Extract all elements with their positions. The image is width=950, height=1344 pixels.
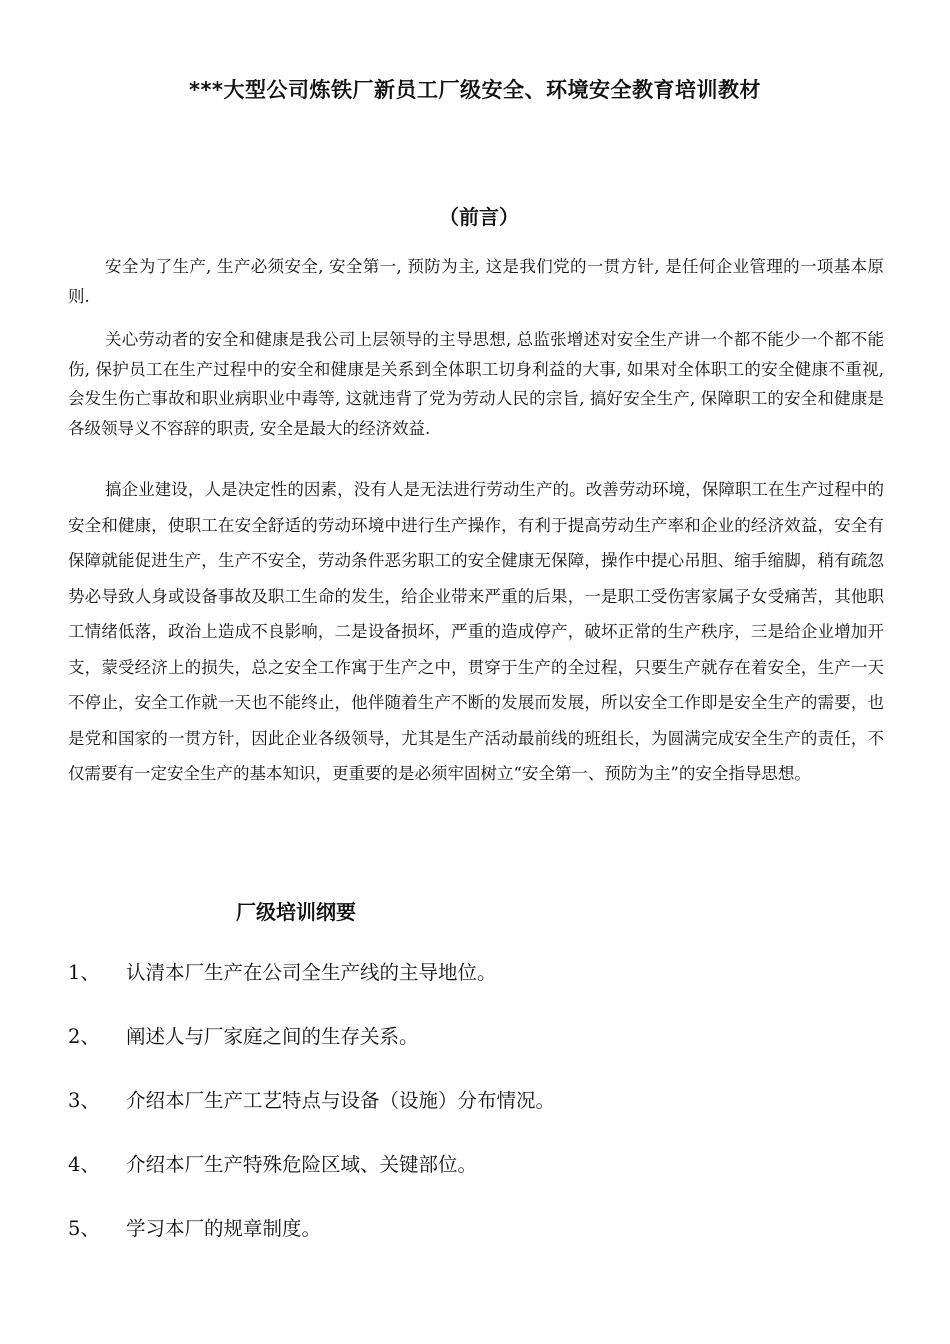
list-item bbox=[68, 1147, 888, 1211]
list-item bbox=[68, 1019, 888, 1083]
preface-heading: （前言） bbox=[439, 205, 519, 229]
list-item-number: 1、 bbox=[68, 961, 100, 984]
list-item-text: 介绍本厂生产特殊危险区域、关键部位。 bbox=[126, 1153, 478, 1176]
list-item-number: 5、 bbox=[68, 1217, 100, 1240]
list-item-text: 阐述人与厂家庭之间的生存关系。 bbox=[126, 1025, 419, 1048]
list-item bbox=[68, 955, 888, 1019]
list-item bbox=[68, 1083, 888, 1147]
paragraph-1: 安全为了生产, 生产必须安全, 安全第一, 预防为主, 这是我们党的一贯方针, 是任何企业管理的一项基本原则. bbox=[68, 257, 884, 306]
outline-heading: 厂级培训纲要 bbox=[236, 900, 356, 924]
paragraph-3: 搞企业建设，人是决定性的因素，没有人是无法进行劳动生产的。改善劳动环境，保障职工在生产过程中的安全和健康，使职工在安全舒适的劳动环境中进行生产操作，有利于提高劳动生产率和企业的经济效益，安全有保障就能促进生产，生产不安全，劳动条件恶劣职工的安全健康无保障，操作中提心吊胆、缩手缩脚，稍有疏忽势必导致人身或设备事故及职工生命的发生，给企业带来严重的后果，一是职工受伤害家属子女受痛苦，其他职工情绪低落，政治上造成不良影响，二是设备损坏，严重的造成停产，破坏正常的生产秩序，三是给企业增加开支，蒙受经济上的损失，总之安全工作寓于生产之中，贯穿于生产的全过程，只要生产就存在着安全，生产一天不停止，安全工作就一天也不能终止，他伴随着生产不断的发展而发展，所以安全工作即是安全生产的需要，也是党和国家的一贯方针，因此企业各级领导，尤其是生产活动最前线的班组长，为圆满完成安全生产的责任，不仅需要有一定安全生产的基本知识，更重要的是必须牢固树立“安全第一、预防为主”的安全指导思想。 bbox=[68, 480, 884, 783]
paragraph-2: 关心劳动者的安全和健康是我公司上层领导的主导思想, 总监张增述对安全生产讲一个都不能少一个都不能伤, 保护员工在生产过程中的安全和健康是关系到全体职工切身利益的大事, 如果对全体职工的安全健康不重视, 会发生伤亡事故和职业病职业中毒等, 这就违背了党为劳动人民的宗旨, 搞好安全生产, 保障职工的安全和健康是各级领导义不容辞的职责, 安全是最大的经济效益. bbox=[68, 330, 884, 438]
list-item-number: 4、 bbox=[68, 1153, 100, 1176]
list-item-number: 2、 bbox=[68, 1025, 100, 1048]
list-item-text: 学习本厂的规章制度。 bbox=[126, 1217, 322, 1240]
list-item bbox=[68, 1211, 888, 1275]
list-item-text: 认清本厂生产在公司全生产线的主导地位。 bbox=[126, 961, 497, 984]
list-item-number: 3、 bbox=[68, 1089, 100, 1112]
outline-list bbox=[68, 955, 888, 1275]
list-item-text: 介绍本厂生产工艺特点与设备（设施）分布情况。 bbox=[126, 1089, 556, 1112]
document-title: ***大型公司炼铁厂新员工厂级安全、环境安全教育培训教材 bbox=[189, 78, 761, 102]
